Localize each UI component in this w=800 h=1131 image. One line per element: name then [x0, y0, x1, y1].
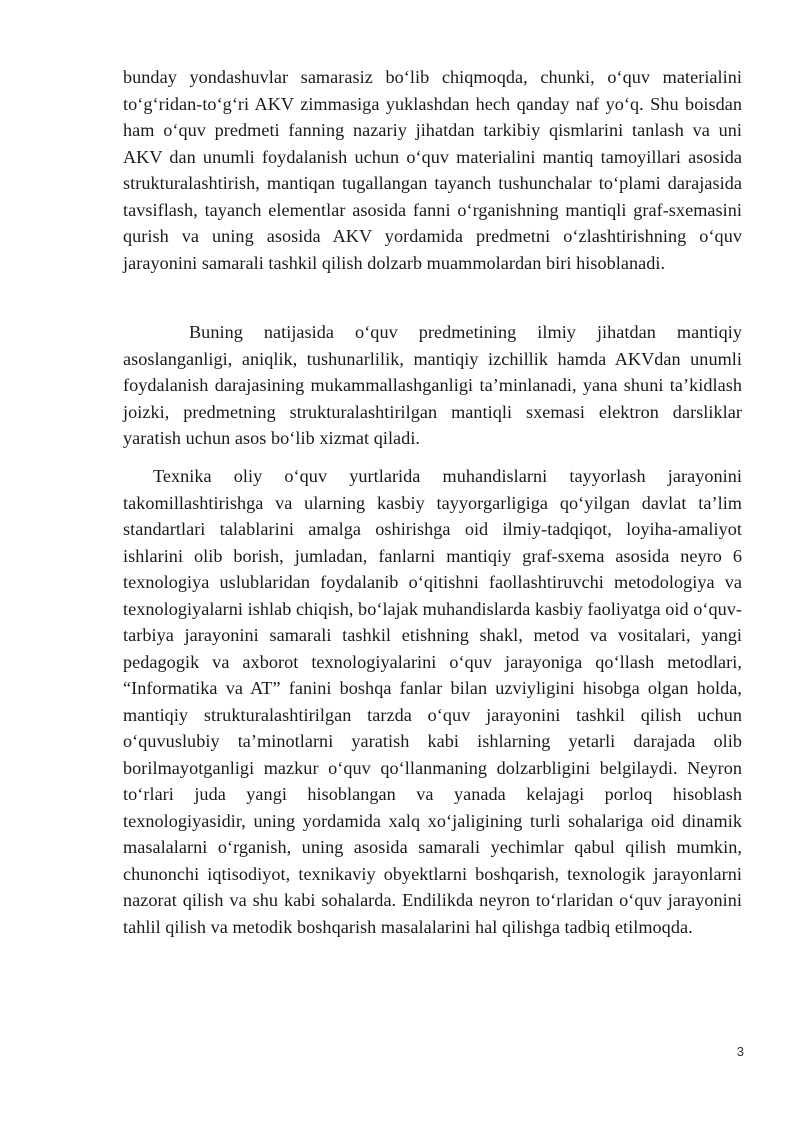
paragraph-text: Texnika oliy o‘quv yurtlarida muhandislarni tayyorlash jarayonini takomillashtirishga va ularning kasbiy tayyorgarligiga qo‘yilgan davlat ta’lim standartlari talablarini amalga oshirishga oid ilmiy-tadqiqot, loyiha-amaliyot ishlarini olib borish, jumladan, fanlarni mantiqiy graf-sxema asosida neyro 6 texnologiya uslublaridan foydalanib o‘qitishni faollashtiruvchi metodologiya va texnologiyalarni ishlab chiqish, bo‘lajak muhandislarda kasbiy faoliyatga oid o‘quv-tarbiya jarayonini samarali tashkil etishning shakl, metod va vositalari, yangi pedagogik va axborot texnologiyalarini o‘quv jarayoniga qo‘llash metodlari, “Informatika va AT” fanini boshqa fanlar bilan uzviyligini hisobga olgan holda, mantiqiy strukturalashtirilgan tarzda o‘quv jarayonini tashkil qilish uchun o‘quvuslubiy ta’minotlarni yaratish kabi ishlarning yetarli darajada olib borilmayotganligi mazkur o‘quv qo‘llanmaning dolzarbligini belgilaydi. Neyron to‘rlari juda yangi hisoblangan va yanada kelajagi porloq hisoblash texnologiyasidir, uning yordamida xalq xo‘jaligining turli sohalariga oid dinamik masalalarni o‘rganish, uning asosida samarali yechimlar qabul qilish mumkin, chunonchi iqtisodiyot, texnikaviy obyektlarni boshqarish, texnologik jarayonlarni nazorat qilish va shu kabi sohalarda. Endilikda neyron to‘rlaridan o‘quv jarayonini tahlil qilish va metodik boshqarish masalalarini hal qilishga tadbiq etilmoqda. — [123, 466, 742, 937]
paragraph-text: bunday yondashuvlar samarasiz bo‘lib chiqmoqda, chunki, o‘quv materialini to‘g‘ridan-to‘g‘ri AKV zimmasiga yuklashdan hech qanday naf yo‘q. Shu boisdan ham o‘quv predmeti fanning nazariy jihatdan tarkibiy qismlarini tanlash va uni AKV dan unumli foydalanish uchun o‘quv materialini mantiq tamoyillari asosida strukturalashtirish, mantiqan tugallangan tayanch tushunchalar to‘plami darajasida tavsiflash, tayanch elementlar asosida fanni o‘rganishning mantiqli graf-sxemasini qurish va uning asosida AKV yordamida predmetni o‘zlashtirishning o‘quv jarayonini samarali tashkil qilish dolzarb muammolardan biri hisoblanadi. — [123, 67, 742, 273]
paragraph-1 — [123, 64, 742, 276]
page-number: 3 — [736, 1044, 744, 1059]
paragraph-3 — [123, 463, 742, 940]
paragraph-text: Buning natijasida o‘quv predmetining ilmiy jihatdan mantiqiy asoslanganligi, aniqlik, tushunarlilik, mantiqiy izchillik hamda AKVdan unumli foydalanish darajasining mukammallashganligi ta’minlanadi, yana shuni ta’kidlash joizki, predmetning strukturalashtirilgan mantiqli sxemasi elektron darsliklar yaratish uchun asos bo‘lib xizmat qiladi. — [123, 322, 742, 448]
paragraph-2 — [123, 319, 742, 452]
